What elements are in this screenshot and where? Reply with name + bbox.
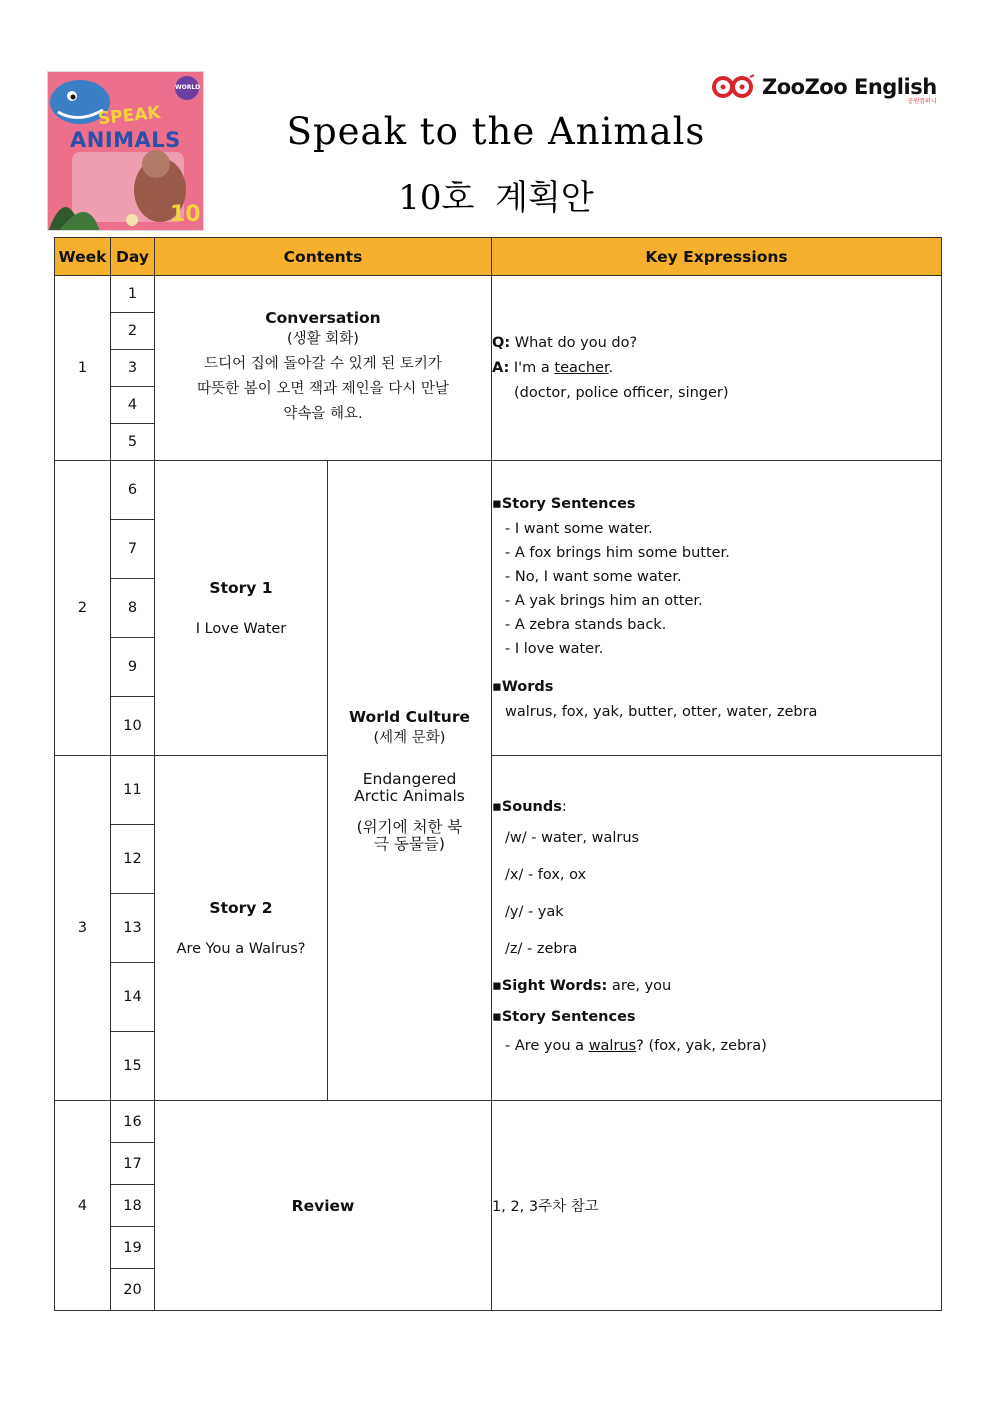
answer-post: . [608, 359, 614, 376]
day-cell: 1 [111, 276, 155, 313]
review-cell: Review [155, 1101, 492, 1311]
sentence-post: ? (fox, yak, zebra) [636, 1037, 767, 1054]
week3-key-expressions [492, 756, 942, 1101]
sound-item: /z/ - zebra [505, 940, 578, 957]
day-cell: 15 [111, 1032, 155, 1101]
header-day: Day [111, 238, 155, 276]
square-bullet-icon: ▪ [492, 679, 502, 695]
world-badge: WORLD [175, 76, 199, 100]
day-cell: 2 [111, 313, 155, 350]
day-cell: 13 [111, 894, 155, 963]
week2-contents [155, 461, 328, 756]
answer-alternatives: (doctor, police officer, singer) [514, 384, 729, 401]
square-bullet-icon: ▪ [492, 496, 502, 512]
week-cell: 1 [55, 276, 111, 461]
table-row [55, 756, 942, 825]
sentence-item: - A fox brings him some butter. [505, 545, 730, 561]
sounds-heading: Sounds [501, 798, 562, 815]
world-culture-cell [328, 461, 492, 1101]
day-cell: 7 [111, 520, 155, 579]
sound-item: /w/ - water, walrus [505, 829, 640, 846]
square-bullet-icon: ▪ [492, 798, 502, 815]
day-cell: 5 [111, 424, 155, 461]
week3-contents [155, 756, 328, 1101]
day-cell: 12 [111, 825, 155, 894]
table-row [55, 276, 942, 313]
conversation-desc-line: 드디어 집에 돌아갈 수 있게 된 토키가 [204, 356, 442, 372]
sight-words-heading: Sight Words: [501, 977, 608, 994]
week1-contents [155, 276, 492, 461]
world-culture-topic-ko: (위기에 처한 북극 동물들) [356, 818, 463, 853]
day-cell: 20 [111, 1269, 155, 1311]
sentence-underlined: walrus [588, 1037, 637, 1054]
week-cell: 2 [55, 461, 111, 756]
sentence-item: - No, I want some water. [505, 569, 682, 585]
day-cell: 16 [111, 1101, 155, 1143]
sound-item: /y/ - yak [505, 903, 564, 920]
sentence-item: - A yak brings him an otter. [505, 593, 703, 609]
square-bullet-icon: ▪ [492, 977, 502, 994]
story2-title: Story 2 [209, 899, 273, 917]
page-subtitle: 10호 계획안 [398, 178, 594, 218]
zoozoo-english-logo [712, 72, 937, 105]
sentence-pre: - Are you a [505, 1037, 589, 1054]
day-cell: 14 [111, 963, 155, 1032]
header-contents: Contents [155, 238, 492, 276]
logo-mark-icon [712, 74, 754, 100]
table-row [55, 461, 942, 520]
brand-name: ZooZoo English [762, 75, 937, 99]
cover-issue-number: 10 [170, 202, 201, 227]
day-cell: 4 [111, 387, 155, 424]
answer-pre: I'm a [513, 359, 555, 376]
day-cell: 17 [111, 1143, 155, 1185]
day-cell: 6 [111, 461, 155, 520]
words-list: walrus, fox, yak, butter, otter, water, zebra [505, 704, 818, 720]
week2-key-expressions [492, 461, 942, 756]
sounds-colon: : [561, 798, 567, 815]
cover-animals-text: ANIMALS [70, 128, 181, 152]
week4-key-expressions: 1, 2, 3주차 참고 [492, 1101, 942, 1311]
conversation-desc-line: 따뜻한 봄이 오면 잭과 제인을 다시 만날 [197, 381, 449, 397]
answer-underlined: teacher [554, 359, 609, 376]
table-header-row [55, 238, 942, 276]
day-cell: 8 [111, 579, 155, 638]
answer-label: A: [492, 359, 510, 376]
day-cell: 11 [111, 756, 155, 825]
sentence-item: - I love water. [505, 641, 604, 657]
sight-words: are, you [607, 977, 672, 994]
story1-name: I Love Water [195, 621, 287, 637]
question-text: What do you do? [514, 334, 638, 351]
cover-speak-text: SPEAK [97, 102, 162, 130]
question-label: Q: [492, 334, 511, 351]
story2-name: Are You a Walrus? [176, 941, 306, 957]
header-week: Week [55, 238, 111, 276]
conversation-desc-line: 약속을 해요. [283, 406, 363, 422]
brand-tagline: 공원컴퍼니 [907, 98, 937, 105]
world-culture-subtitle: (세계 문화) [373, 730, 446, 746]
world-culture-title: World Culture [349, 708, 470, 726]
week1-key-expressions [492, 276, 942, 461]
sentence-item: - A zebra stands back. [505, 617, 667, 633]
conversation-subtitle: (생활 회화) [287, 331, 359, 347]
words-heading: Words [501, 679, 554, 695]
day-cell: 10 [111, 697, 155, 756]
day-cell: 19 [111, 1227, 155, 1269]
sentence-item: - I want some water. [505, 521, 653, 537]
week-cell: 4 [55, 1101, 111, 1311]
header-key-expressions: Key Expressions [492, 238, 942, 276]
conversation-title: Conversation [265, 309, 381, 327]
day-cell: 9 [111, 638, 155, 697]
sentences-heading: Story Sentences [501, 1008, 636, 1025]
table-row [55, 1101, 942, 1143]
story1-title: Story 1 [209, 579, 273, 597]
day-cell: 3 [111, 350, 155, 387]
sentences-heading: Story Sentences [501, 496, 636, 512]
day-cell: 18 [111, 1185, 155, 1227]
sound-item: /x/ - fox, ox [505, 866, 587, 883]
world-culture-topic: Endangered Arctic Animals [354, 770, 465, 805]
page-title: Speak to the Animals [286, 110, 706, 153]
square-bullet-icon: ▪ [492, 1008, 502, 1025]
week-cell: 3 [55, 756, 111, 1101]
lesson-plan-table [54, 237, 942, 1311]
